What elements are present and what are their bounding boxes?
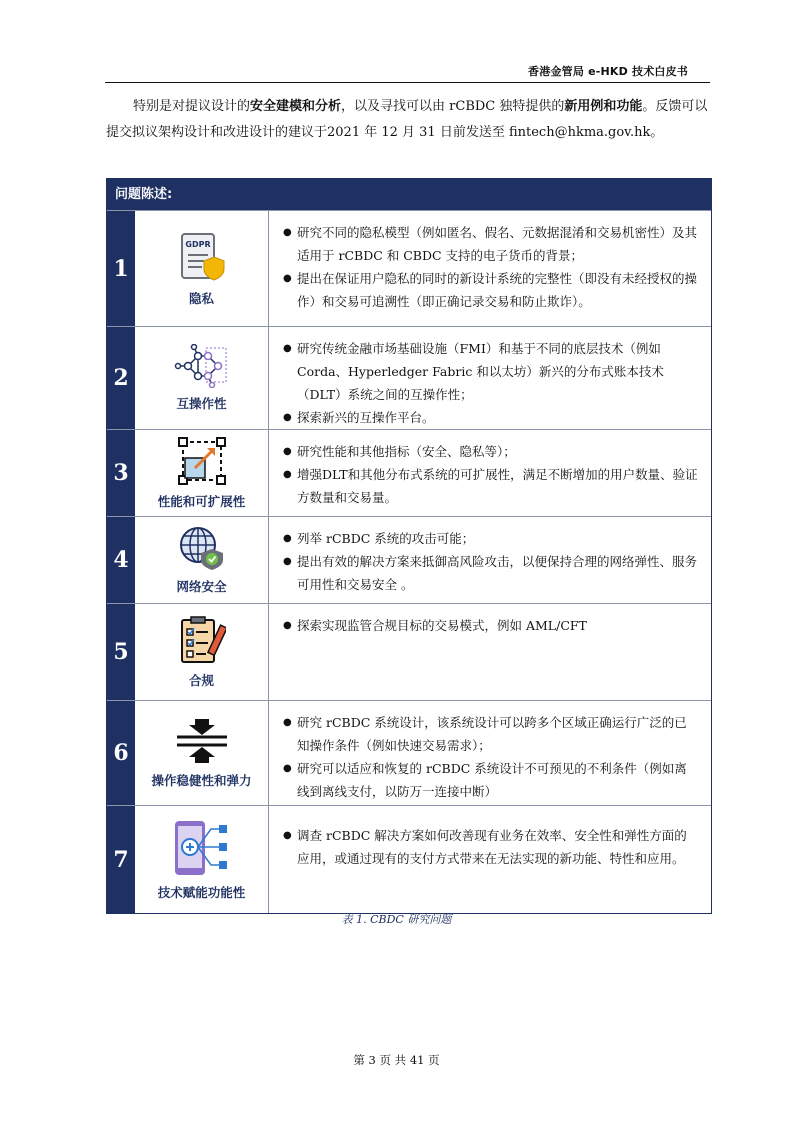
intro-text-2: ，以及寻找可以由 rCBDC 独特提供的 [341,99,565,114]
table-row [107,700,711,805]
checklist-pencil-icon [178,615,226,665]
network-nodes-icon [174,344,230,388]
bullet-item: ● 研究传统金融市场基础设施（FMI）和基于不同的底层技术（例如 Corda、Hyperledger Fabric 和以太坊）新兴的分布式账本技术（DLT）系统之间的互操作性； [283,337,699,406]
row-number: 2 [107,327,135,429]
page-footer: 第 3 页 共 41 页 [353,1053,440,1067]
topic-cell [135,430,269,516]
description-cell [269,211,711,326]
table-row [107,516,711,603]
topic-label: 操作稳健性和弹力 [151,773,252,788]
topic-label: 合规 [188,673,214,688]
description-cell [269,604,711,700]
header-divider [105,82,710,83]
topic-label: 隐私 [188,290,214,306]
phone-features-icon [171,819,233,877]
table-row [107,603,711,700]
compress-arrows-icon [175,717,229,765]
gdpr-shield-icon [176,231,228,283]
topic-cell [135,806,269,913]
topic-cell [135,517,269,603]
table-row [107,326,711,429]
description-cell [269,430,711,516]
bullet-item: ● 研究可以适应和恢复的 rCBDC 系统设计不可预见的不利条件（例如离线到离线支付，以防万一连接中断） [283,757,699,803]
table-row [107,210,711,326]
topic-cell [135,604,269,700]
row-number: 7 [107,806,135,913]
row-number: 3 [107,430,135,516]
row-number: 5 [107,604,135,700]
bullet-item: ● 研究 rCBDC 系统设计，该系统设计可以跨多个区域正确运行广泛的已知操作条件（例如快速交易需求）； [283,711,699,757]
bullet-item: ● 增强DLT和其他分布式系统的可扩展性，满足不断增加的用户数量、验证方数量和交易量。 [283,463,699,509]
table-header: 问题陈述: [107,179,711,210]
bullet-item: ● 提出有效的解决方案来抵御高风险攻击，以便保持合理的网络弹性、服务可用性和交易安全 。 [283,550,699,596]
description-cell [269,701,711,805]
globe-shield-icon [178,525,226,571]
intro-paragraph [106,94,710,146]
topic-label: 性能和可扩展性 [157,494,246,509]
intro-bold-2: 新用例和功能 [564,99,643,114]
table-row [107,805,711,913]
research-problems-table [106,178,712,914]
svg-text:GDPR: GDPR [184,239,211,249]
row-number: 6 [107,701,135,805]
topic-label: 网络安全 [176,579,227,594]
scale-arrow-icon [177,436,227,486]
topic-cell [135,327,269,429]
bullet-item: ● 探索实现监管合规目标的交易模式，例如 AML/CFT [283,614,699,637]
description-cell [269,327,711,429]
description-cell [269,517,711,603]
bullet-item: ● 提出在保证用户隐私的同时的新设计系统的完整性（即没有未经授权的操作）和交易可追溯性（即正确记录交易和防止欺诈）。 [283,267,699,313]
bullet-item: ● 研究性能和其他指标（安全、隐私等）； [283,440,699,463]
row-number: 1 [107,211,135,326]
row-number: 4 [107,517,135,603]
bullet-item: ● 调查 rCBDC 解决方案如何改善现有业务在效率、安全性和弹性方面的应用，或通过现有的支付方式带来在无法实现的新功能、特性和应用。 [283,824,699,870]
intro-text-1: 特别是对提议设计的 [133,99,251,114]
bullet-item: ● 列举 rCBDC 系统的攻击可能； [283,527,699,550]
intro-text-3: 。反馈可以提交拟议架构设计和改进设计的建议于2021 年 12 月 31 日前发送至 fintech@hkma.gov.hk。 [106,99,708,140]
intro-bold-1: 安全建模和分析 [250,99,342,114]
topic-label: 技术赋能功能性 [157,884,246,900]
table-row [107,429,711,516]
page-header: 香港金管局 e-HKD 技术白皮书 [528,65,688,78]
bullet-item: ● 探索新兴的互操作平台。 [283,406,699,429]
table-caption: 表 1. CBDC 研究问题 [341,913,452,926]
topic-cell [135,701,269,805]
topic-label: 互操作性 [176,396,227,411]
description-cell [269,806,711,913]
bullet-item: ● 研究不同的隐私模型（例如匿名、假名、元数据混淆和交易机密性）及其适用于 rCBDC 和 CBDC 支持的电子货币的背景； [283,221,699,267]
topic-cell [135,211,269,326]
